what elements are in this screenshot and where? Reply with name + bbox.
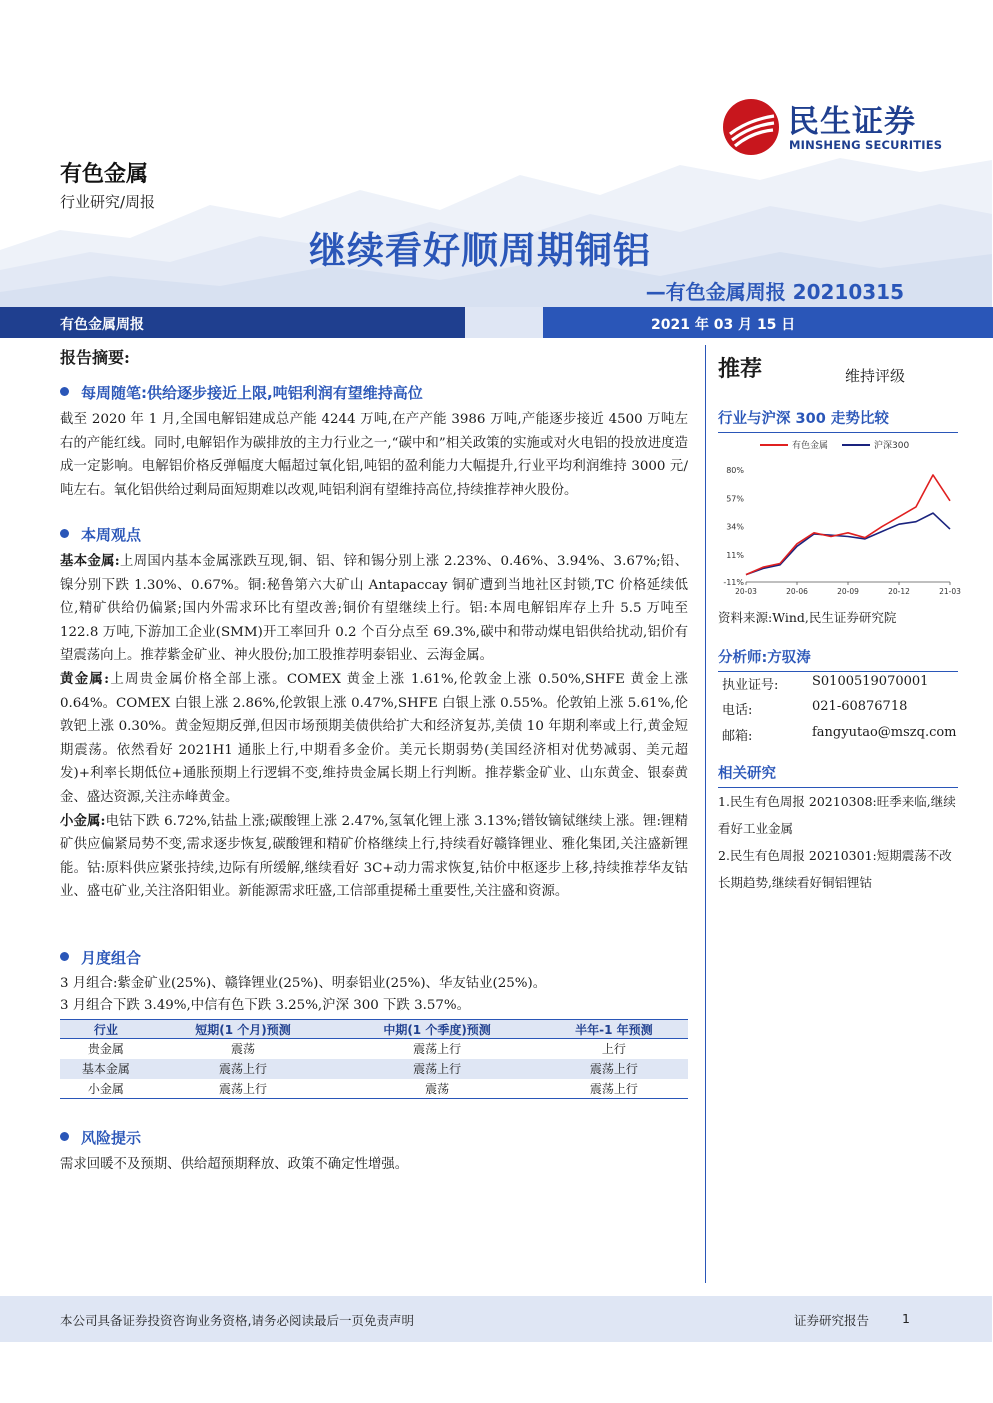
bar-label: 有色金属周报 [60, 317, 144, 333]
y-tick-label: 11% [726, 550, 744, 560]
weekly-view-paragraphs [60, 550, 688, 904]
y-tick-label: 80% [726, 466, 744, 475]
x-tick-label: 21-03 [939, 587, 961, 596]
report-date: 2021 年 03 月 15 日 [651, 317, 796, 333]
x-tick-label: 20-09 [837, 587, 859, 596]
chart-title: 行业与沪深 300 走势比较 [718, 407, 958, 433]
contact-value-license: S0100519070001 [812, 674, 929, 689]
x-tick-label: 20-03 [735, 587, 757, 596]
section-heading-risk: 风险提示 [60, 1127, 141, 1148]
industry-vs-index-chart [718, 434, 961, 604]
bullet-icon [60, 1132, 69, 1141]
section-heading-portfolio: 月度组合 [60, 947, 141, 968]
contact-label-phone: 电话: [722, 703, 753, 718]
series-line [746, 475, 950, 575]
related-title: 相关研究 [718, 762, 958, 788]
contact-label-email: 邮箱: [722, 729, 753, 744]
column-divider [705, 345, 706, 1283]
chart-source: 资料来源:Wind,民生证券研究院 [718, 610, 897, 625]
minsheng-logo-icon [722, 98, 780, 156]
table-row: 小金属 震荡上行 震荡 震荡上行 [60, 1079, 688, 1099]
header-bar [0, 307, 992, 338]
page-number: 1 [902, 1311, 910, 1326]
x-tick-label: 20-06 [786, 587, 808, 596]
report-type: 行业研究/周报 [60, 193, 156, 211]
table-row: 基本金属 震荡上行 震荡上行 震荡上行 [60, 1059, 688, 1079]
page-footer [0, 1296, 992, 1342]
bullet-icon [60, 529, 69, 538]
section-heading-weekly-essay: 每周随笔:供给逐步接近上限,吨铝利润有望维持高位 [60, 382, 423, 403]
table-header-row: 行业 短期(1 个月)预测 中期(1 个季度)预测 半年-1 年预测 [60, 1020, 688, 1039]
chart-legend [760, 439, 909, 451]
bullet-icon [60, 387, 69, 396]
weekly-essay-paragraph: 截至 2020 年 1 月,全国电解铝建成总产能 4244 万吨,在产产能 3986 万吨,产能逐步接近 4500 万吨左右的产能红线。同时,电解铝作为碳排放的主力行业之一,“碳中和”相关政策的实施或对火电铝的投放进度造成一定影响。电解铝价格反弹幅度大幅超过氧化铝,吨铝的盈利能力大幅提升,行业平均利润维持 3000 元/吨左右。氧化铝供给过剩局面短期难以改观,吨铝利润有望维持高位,持续推荐神火股份。 [60, 412, 688, 498]
report-subtitle: —有色金属周报 20210315 [645, 280, 904, 304]
rating-sub: 维持评级 [845, 367, 906, 385]
analyst-title: 分析师:方驭涛 [718, 646, 958, 672]
precious-metals-paragraph: 黄金属:上周贵金属价格全部上涨。COMEX 黄金上涨 1.61%,伦敦金上涨 0.50%,SHFE 黄金上涨 0.64%。COMEX 白银上涨 2.86%,伦敦银上涨 0.47%,SHFE 白银上涨 0.55%。伦敦铂上涨 5.61%,伦敦钯上涨 0.30%。黄金短期反弹,但因市场预期美债供给扩大和经济复苏,美债 10 年期利率或上行,黄金短期震荡。依然看好 2021H1 通胀上行,中期看多金价。美元长期弱势(美国经济相对优势减弱、美元超发)+利率长期低位+通胀预期上行逻辑不变,维持贵金属长期上行判断。推荐紫金矿业、山东黄金、银泰黄金、盛达资源,关注赤峰黄金。 [60, 670, 688, 805]
contact-value-email[interactable]: fangyutao@mszq.com [812, 725, 957, 740]
footer-doc-type: 证券研究报告 [794, 1313, 870, 1328]
series-line [746, 513, 950, 575]
company-logo [718, 96, 958, 160]
brand-name-en: MINSHENG SECURITIES [789, 138, 943, 152]
related-list [718, 788, 958, 896]
bullet-icon [60, 952, 69, 961]
section-heading-weekly-view: 本周观点 [60, 524, 141, 545]
contact-value-phone: 021-60876718 [812, 699, 908, 714]
chart-x-axis [735, 582, 961, 596]
related-item[interactable]: 1.民生有色周报 20210308:旺季来临,继续看好工业金属 [718, 794, 956, 836]
contact-label-license: 执业证号: [722, 678, 779, 693]
minor-metals-paragraph: 小金属:电钴下跌 6.72%,钴盐上涨;碳酸锂上涨 2.47%,氢氧化锂上涨 3.13%;镨钕镝铽继续上涨。锂:锂精矿供应偏紧局势不变,需求逐步恢复,碳酸锂和精矿价格继续上行,持续看好赣锋锂业、雅化集团,关注盛新锂能。钴:原料供应紧张持续,边际有所缓解,继续看好 3C+动力需求恢复,钴价中枢逐步上移,持续推荐华友钴业、盛屯矿业,关注洛阳钼业。新能源需求旺盛,工信部重提稀土重要性,关注盛和资源。 [60, 812, 688, 900]
brand-name-cn: 民生证券 [788, 104, 916, 140]
sector-title: 有色金属 [60, 162, 149, 187]
abstract-title: 报告摘要: [60, 348, 130, 367]
risk-paragraph: 需求回暖不及预期、供给超预期释放、政策不确定性增强。 [60, 1157, 409, 1172]
rating-label: 推荐 [718, 357, 763, 382]
related-item[interactable]: 2.民生有色周报 20210301:短期震荡不改长期趋势,继续看好铜铝锂钴 [718, 848, 952, 890]
table-row: 贵金属 震荡 震荡上行 上行 [87, 1042, 626, 1057]
portfolio-lines: 3 月组合:紫金矿业(25%)、赣锋锂业(25%)、明泰铝业(25%)、华友钴业(25%)。 3 月组合下跌 3.49%,中信有色下跌 3.25%,沪深 300 下跌 3.57%。 [60, 976, 547, 1013]
chart-series [746, 475, 950, 575]
y-tick-label: 34% [726, 522, 744, 532]
y-tick-label: 57% [726, 494, 744, 504]
forecast-table [60, 1019, 688, 1099]
legend-label: 有色金属 [792, 441, 829, 451]
legend-label: 沪深300 [874, 441, 910, 451]
report-title: 继续看好顺周期铜铝 [309, 229, 651, 272]
x-tick-label: 20-12 [888, 587, 910, 596]
y-tick-label: -11% [723, 578, 744, 587]
footer-disclaimer: 本公司具备证券投资咨询业务资格,请务必阅读最后一页免责声明 [60, 1313, 414, 1328]
chart-y-axis [723, 466, 744, 587]
base-metals-paragraph: 基本金属:上周国内基本金属涨跌互现,铜、铝、锌和锡分别上涨 2.23%、0.46%、3.94%、3.67%;铅、镍分别下跌 1.30%、0.67%。铜:秘鲁第六大矿山 Antapaccay 铜矿遭到当地社区封锁,TC 价格延续低位,精矿供给仍偏紧;国内外需求环比有望改善;铜价有望继续上行。铝:本周电解铝库存上升 5.5 万吨至 122.8 万吨,下游加工企业(SMM)开工率回升 0.2 个百分点至 69.3%,碳中和带动煤电铝供给扰动,铝价有望震荡向上。推荐紫金矿业、神火股份;加工股推荐明泰铝业、云海金属。 [60, 553, 688, 664]
